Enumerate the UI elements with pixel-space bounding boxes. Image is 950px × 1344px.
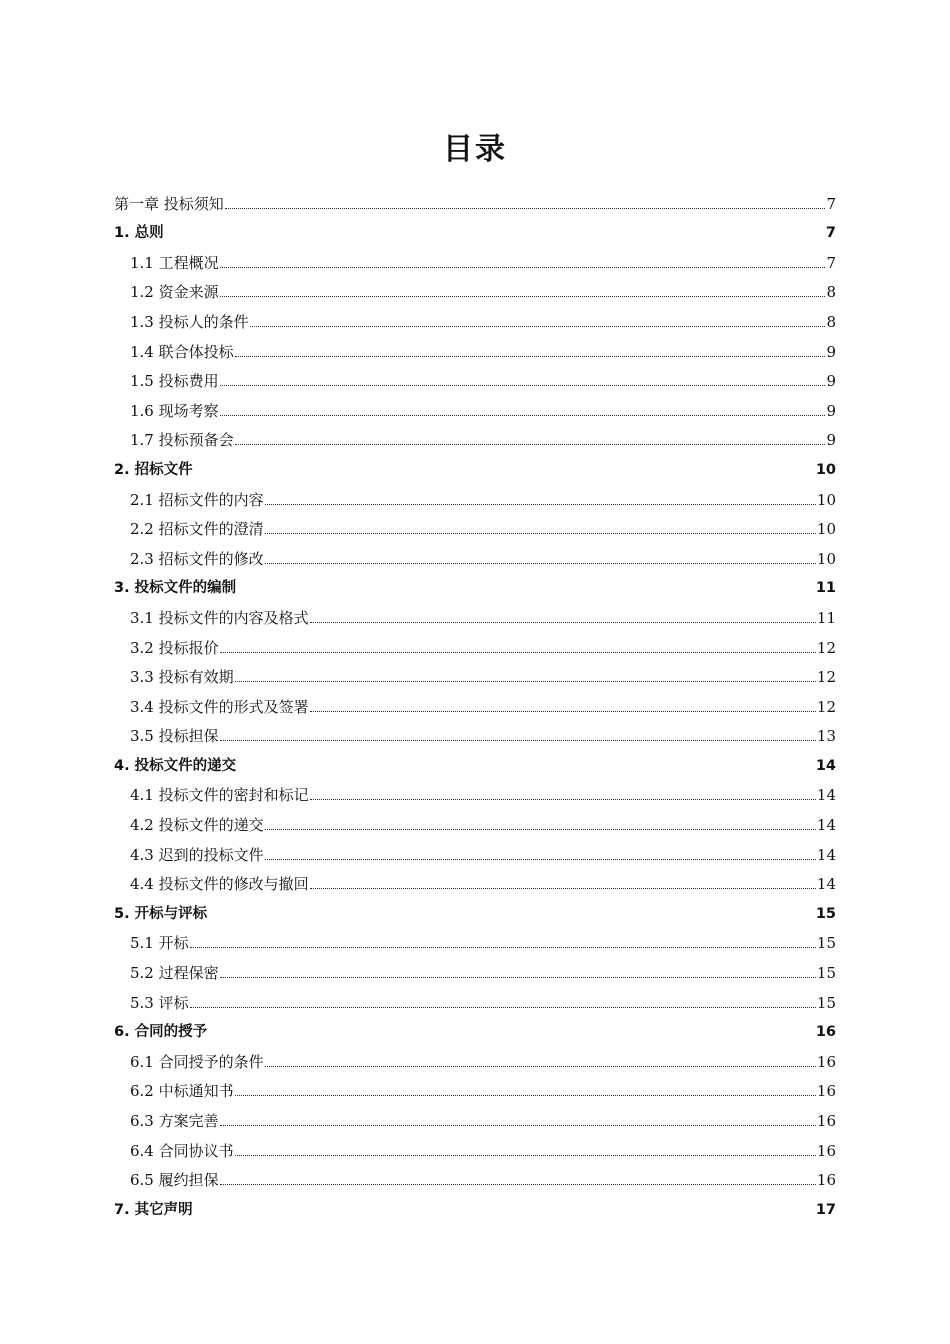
toc-subentry[interactable] bbox=[114, 1105, 836, 1135]
toc-subentry[interactable] bbox=[114, 514, 836, 544]
toc-page-number: 14 bbox=[816, 845, 836, 864]
toc-entry-label: 4.2 投标文件的递交 bbox=[130, 816, 264, 835]
toc-entry-label: 1.3 投标人的条件 bbox=[130, 312, 249, 331]
toc-entry-label: 1.4 联合体投标 bbox=[130, 342, 234, 361]
toc-page-number: 16 bbox=[816, 1171, 836, 1190]
toc-entry-label: 1.1 工程概况 bbox=[130, 253, 219, 272]
toc-entry-label: 6.5 履约担保 bbox=[130, 1171, 219, 1190]
toc-subentry[interactable] bbox=[114, 1165, 836, 1195]
toc-entry-label: 6.2 中标通知书 bbox=[130, 1082, 234, 1101]
toc-entry-label: 3.5 投标担保 bbox=[130, 727, 219, 746]
toc-subentry[interactable] bbox=[114, 395, 836, 425]
toc-page-number: 14 bbox=[816, 875, 836, 894]
toc-entry-label: 1. 总则 bbox=[114, 225, 164, 242]
toc-subentry[interactable] bbox=[114, 602, 836, 632]
toc-entry-label: 3.4 投标文件的形式及签署 bbox=[130, 697, 309, 716]
toc-page-number: 9 bbox=[826, 431, 836, 450]
toc-entry[interactable] bbox=[114, 1194, 836, 1224]
dot-leader bbox=[220, 296, 826, 297]
toc-entry-label: 3.3 投标有效期 bbox=[130, 668, 234, 687]
toc-entry-label: 第一章 投标须知 bbox=[114, 194, 224, 213]
dot-leader bbox=[265, 563, 816, 564]
toc-entry-label: 3.2 投标报价 bbox=[130, 638, 219, 657]
toc-entry-label: 4. 投标文件的递交 bbox=[114, 757, 237, 774]
toc-subentry[interactable] bbox=[114, 484, 836, 514]
toc-page-number: 7 bbox=[826, 253, 836, 272]
toc-entry-label: 4.1 投标文件的密封和标记 bbox=[130, 786, 309, 805]
toc-subentry[interactable] bbox=[114, 987, 836, 1017]
dot-leader bbox=[190, 947, 816, 948]
toc-page-number: 7 bbox=[826, 194, 836, 213]
toc-entry[interactable] bbox=[114, 573, 836, 603]
toc-subentry[interactable] bbox=[114, 425, 836, 455]
toc-page-number: 10 bbox=[816, 520, 836, 539]
toc-page-number: 16 bbox=[816, 1052, 836, 1071]
dot-leader bbox=[265, 859, 816, 860]
dot-leader bbox=[220, 415, 826, 416]
toc-subentry[interactable] bbox=[114, 662, 836, 692]
toc-page-number: 9 bbox=[826, 401, 836, 420]
toc-entry-label: 1.2 资金来源 bbox=[130, 283, 219, 302]
toc-page-number: 10 bbox=[816, 490, 836, 509]
dot-leader bbox=[235, 681, 816, 682]
toc-entry-label: 1.5 投标费用 bbox=[130, 372, 219, 391]
dot-leader bbox=[220, 385, 826, 386]
toc-entry-label: 6.1 合同授予的条件 bbox=[130, 1052, 264, 1071]
toc-page-number: 12 bbox=[816, 697, 836, 716]
toc-subentry[interactable] bbox=[114, 780, 836, 810]
toc-subentry[interactable] bbox=[114, 1046, 836, 1076]
toc-subentry[interactable] bbox=[114, 928, 836, 958]
toc-page-number: 17 bbox=[815, 1201, 836, 1218]
toc-subentry[interactable] bbox=[114, 809, 836, 839]
toc-entry-label: 3.1 投标文件的内容及格式 bbox=[130, 608, 309, 627]
dot-leader bbox=[265, 533, 816, 534]
toc-page-number: 16 bbox=[816, 1141, 836, 1160]
toc-subentry[interactable] bbox=[114, 336, 836, 366]
toc-subentry[interactable] bbox=[114, 869, 836, 899]
toc-subentry[interactable] bbox=[114, 721, 836, 751]
toc-entry-label: 1.7 投标预备会 bbox=[130, 431, 234, 450]
toc-page-number: 15 bbox=[815, 905, 836, 922]
dot-leader bbox=[220, 1125, 816, 1126]
dot-leader bbox=[310, 622, 816, 623]
toc-entry-label: 4.3 迟到的投标文件 bbox=[130, 845, 264, 864]
toc-page-number: 9 bbox=[826, 342, 836, 361]
toc-page-number: 7 bbox=[825, 225, 836, 242]
toc-page-number: 15 bbox=[816, 964, 836, 983]
toc-page-number: 12 bbox=[816, 668, 836, 687]
toc-page-number: 10 bbox=[816, 549, 836, 568]
dot-leader bbox=[310, 711, 816, 712]
dot-leader bbox=[235, 444, 826, 445]
toc-subentry[interactable] bbox=[114, 543, 836, 573]
dot-leader bbox=[235, 356, 826, 357]
toc-page-number: 16 bbox=[816, 1112, 836, 1130]
dot-leader bbox=[235, 1155, 816, 1156]
toc-page-number: 8 bbox=[826, 312, 836, 331]
toc-entry-label: 6. 合同的授予 bbox=[114, 1024, 208, 1041]
dot-leader bbox=[220, 652, 816, 653]
toc-page-number: 11 bbox=[816, 608, 836, 627]
toc-subentry[interactable] bbox=[114, 1076, 836, 1106]
toc-entry[interactable] bbox=[114, 750, 836, 780]
toc-subentry[interactable] bbox=[114, 632, 836, 662]
toc-page-number: 14 bbox=[816, 786, 836, 805]
dot-leader bbox=[220, 740, 816, 741]
toc-subentry[interactable] bbox=[114, 957, 836, 987]
toc-entry-label: 6.4 合同协议书 bbox=[130, 1141, 234, 1160]
toc-entry-label: 5.2 过程保密 bbox=[130, 964, 219, 983]
page-title: 目录 bbox=[443, 132, 507, 167]
dot-leader bbox=[265, 829, 816, 830]
toc-entry-label: 2.2 招标文件的澄清 bbox=[130, 520, 264, 539]
toc-page-number: 14 bbox=[816, 816, 836, 835]
toc-entry-label: 2.3 招标文件的修改 bbox=[130, 549, 264, 568]
toc-page-number: 12 bbox=[816, 638, 836, 657]
dot-leader bbox=[190, 1007, 816, 1008]
toc-entry-label: 7. 其它声明 bbox=[114, 1201, 193, 1218]
dot-leader bbox=[220, 1184, 816, 1185]
toc-page-number: 11 bbox=[815, 580, 836, 597]
toc-entry-label: 5.1 开标 bbox=[130, 934, 189, 953]
toc-subentry[interactable] bbox=[114, 247, 836, 277]
toc-entry[interactable] bbox=[114, 898, 836, 928]
toc-entry[interactable] bbox=[114, 218, 836, 248]
toc-page-number: 14 bbox=[815, 757, 836, 774]
toc-entry[interactable] bbox=[114, 454, 836, 484]
toc-entry-label: 5.3 评标 bbox=[130, 993, 189, 1012]
toc-entry-label: 5. 开标与评标 bbox=[114, 905, 208, 922]
toc-entry[interactable] bbox=[114, 188, 836, 218]
dot-leader bbox=[235, 1095, 816, 1096]
toc-page-number: 16 bbox=[816, 1082, 836, 1101]
toc-entry[interactable] bbox=[114, 1017, 836, 1047]
dot-leader bbox=[220, 977, 816, 978]
toc-subentry[interactable] bbox=[114, 839, 836, 869]
dot-leader bbox=[310, 799, 816, 800]
dot-leader bbox=[225, 208, 826, 209]
toc-subentry[interactable] bbox=[114, 366, 836, 396]
toc-entry-label: 1.6 现场考察 bbox=[130, 401, 219, 420]
dot-leader bbox=[265, 504, 816, 505]
dot-leader bbox=[220, 267, 826, 268]
toc-page-number: 15 bbox=[816, 934, 836, 953]
dot-leader bbox=[310, 888, 816, 889]
toc-subentry[interactable] bbox=[114, 277, 836, 307]
toc-entry-label: 3. 投标文件的编制 bbox=[114, 580, 237, 597]
dot-leader bbox=[250, 326, 826, 327]
toc-entry-label: 4.4 投标文件的修改与撤回 bbox=[130, 875, 309, 894]
toc-subentry[interactable] bbox=[114, 691, 836, 721]
toc-entry-label: 2. 招标文件 bbox=[114, 461, 193, 478]
toc-page-number: 13 bbox=[816, 727, 836, 746]
toc-page-number: 8 bbox=[826, 283, 836, 302]
toc-subentry[interactable] bbox=[114, 306, 836, 336]
dot-leader bbox=[265, 1066, 816, 1067]
table-of-contents bbox=[114, 188, 836, 1224]
toc-subentry[interactable] bbox=[114, 1135, 836, 1165]
toc-page-number: 9 bbox=[826, 372, 836, 391]
toc-page-number: 15 bbox=[816, 993, 836, 1012]
toc-page-number: 16 bbox=[815, 1024, 836, 1041]
toc-page-number: 10 bbox=[815, 461, 836, 478]
toc-entry-label: 2.1 招标文件的内容 bbox=[130, 490, 264, 509]
toc-entry-label: 6.3 方案完善 bbox=[130, 1112, 219, 1130]
